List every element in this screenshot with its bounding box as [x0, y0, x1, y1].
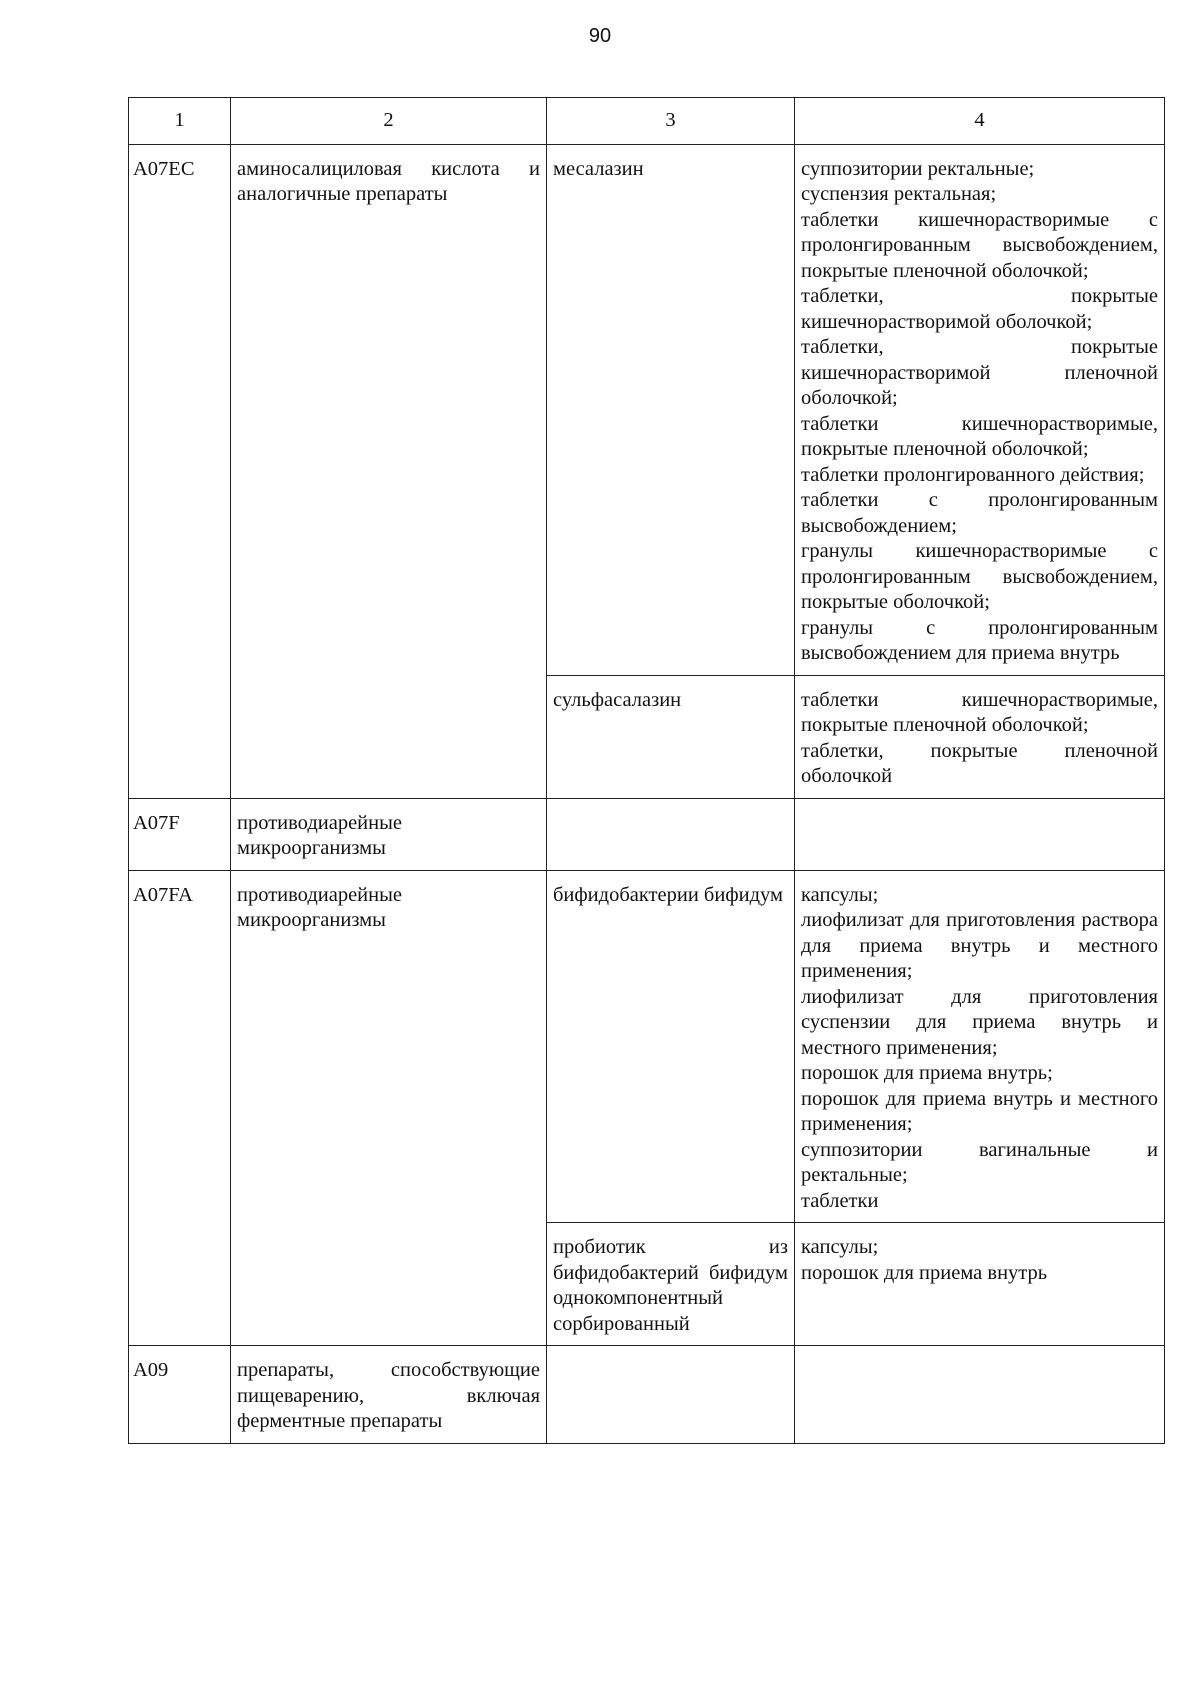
atc-code: A09 [129, 1346, 231, 1444]
dosage-forms [795, 870, 1165, 1223]
dosage-form: таблетки кишечнорастворимые, покрытые пленочной оболочкой; [801, 688, 1158, 736]
table-row [129, 1346, 1165, 1444]
column-header-1: 1 [129, 98, 231, 145]
dosage-form: таблетки, покрытые кишечнорастворимой оболочкой; [801, 285, 1158, 333]
column-header-3: 3 [547, 98, 795, 145]
dosage-form: порошок для приема внутрь и местного применения; [801, 1087, 1158, 1135]
drug-name: пробиотик из бифидобактерий бифидум однокомпонентный сорбированный [547, 1223, 795, 1346]
dosage-form: таблетки кишечнорастворимые с пролонгированным высвобождением, покрытые пленочной оболочкой; [801, 208, 1158, 282]
drug-name-empty [547, 798, 795, 870]
drug-name: бифидобактерии бифидум [547, 870, 795, 1223]
atc-group-name: препараты, способствующие пищеварению, включая ферментные препараты [231, 1346, 547, 1444]
dosage-forms [795, 144, 1165, 675]
drug-name-empty [547, 1346, 795, 1444]
dosage-form: таблетки [801, 1189, 879, 1212]
dosage-form: гранулы кишечнорастворимые с пролонгированным высвобождением, покрытые оболочкой; [801, 540, 1158, 613]
dosage-form: порошок для приема внутрь; [801, 1062, 1053, 1084]
header-row [129, 98, 1165, 145]
column-header-2: 2 [231, 98, 547, 145]
atc-code: A07F [129, 798, 231, 870]
table-row [129, 798, 1165, 870]
drug-name: сульфасалазин [547, 675, 795, 798]
atc-code: A07EC [129, 144, 231, 798]
drug-name: месалазин [547, 144, 795, 675]
dosage-forms [795, 675, 1165, 798]
atc-group-name: аминосалициловая кислота и аналогичные препараты [231, 144, 547, 798]
dosage-form: таблетки пролонгированного действия; [801, 463, 1145, 486]
page-number: 90 [588, 25, 612, 47]
dosage-form: таблетки, покрытые кишечнорастворимой пленочной оболочкой; [801, 336, 1158, 409]
drug-table [128, 97, 1165, 1444]
table-row [129, 870, 1165, 1223]
dosage-form: порошок для приема внутрь [801, 1261, 1048, 1284]
atc-group-name: противодиарейные микроорганизмы [231, 798, 547, 870]
column-header-4: 4 [795, 98, 1165, 145]
dosage-form: гранулы с пролонгированным высвобождением для приема внутрь [801, 616, 1158, 664]
atc-code: A07FA [129, 870, 231, 1346]
dosage-forms [795, 1223, 1165, 1346]
table-row [129, 144, 1165, 675]
dosage-form: капсулы; [801, 883, 879, 906]
dosage-form: суппозитории вагинальные и ректальные; [801, 1138, 1158, 1186]
atc-group-name: противодиарейные микроорганизмы [231, 870, 547, 1346]
dosage-form: таблетки кишечнорастворимые, покрытые пленочной оболочкой; [801, 412, 1158, 460]
dosage-forms-empty [795, 798, 1165, 870]
dosage-form: суппозитории ректальные; [801, 157, 1035, 180]
dosage-form: суспензия ректальная; [801, 183, 997, 205]
dosage-form: капсулы; [801, 1236, 879, 1258]
dosage-form: таблетки, покрытые пленочной оболочкой [801, 739, 1158, 787]
dosage-forms-empty [795, 1346, 1165, 1444]
dosage-form: таблетки с пролонгированным высвобождением; [801, 489, 1158, 537]
dosage-form: лиофилизат для приготовления суспензии для приема внутрь и местного применения; [801, 985, 1158, 1059]
dosage-form: лиофилизат для приготовления раствора для приема внутрь и местного применения; [801, 909, 1158, 982]
